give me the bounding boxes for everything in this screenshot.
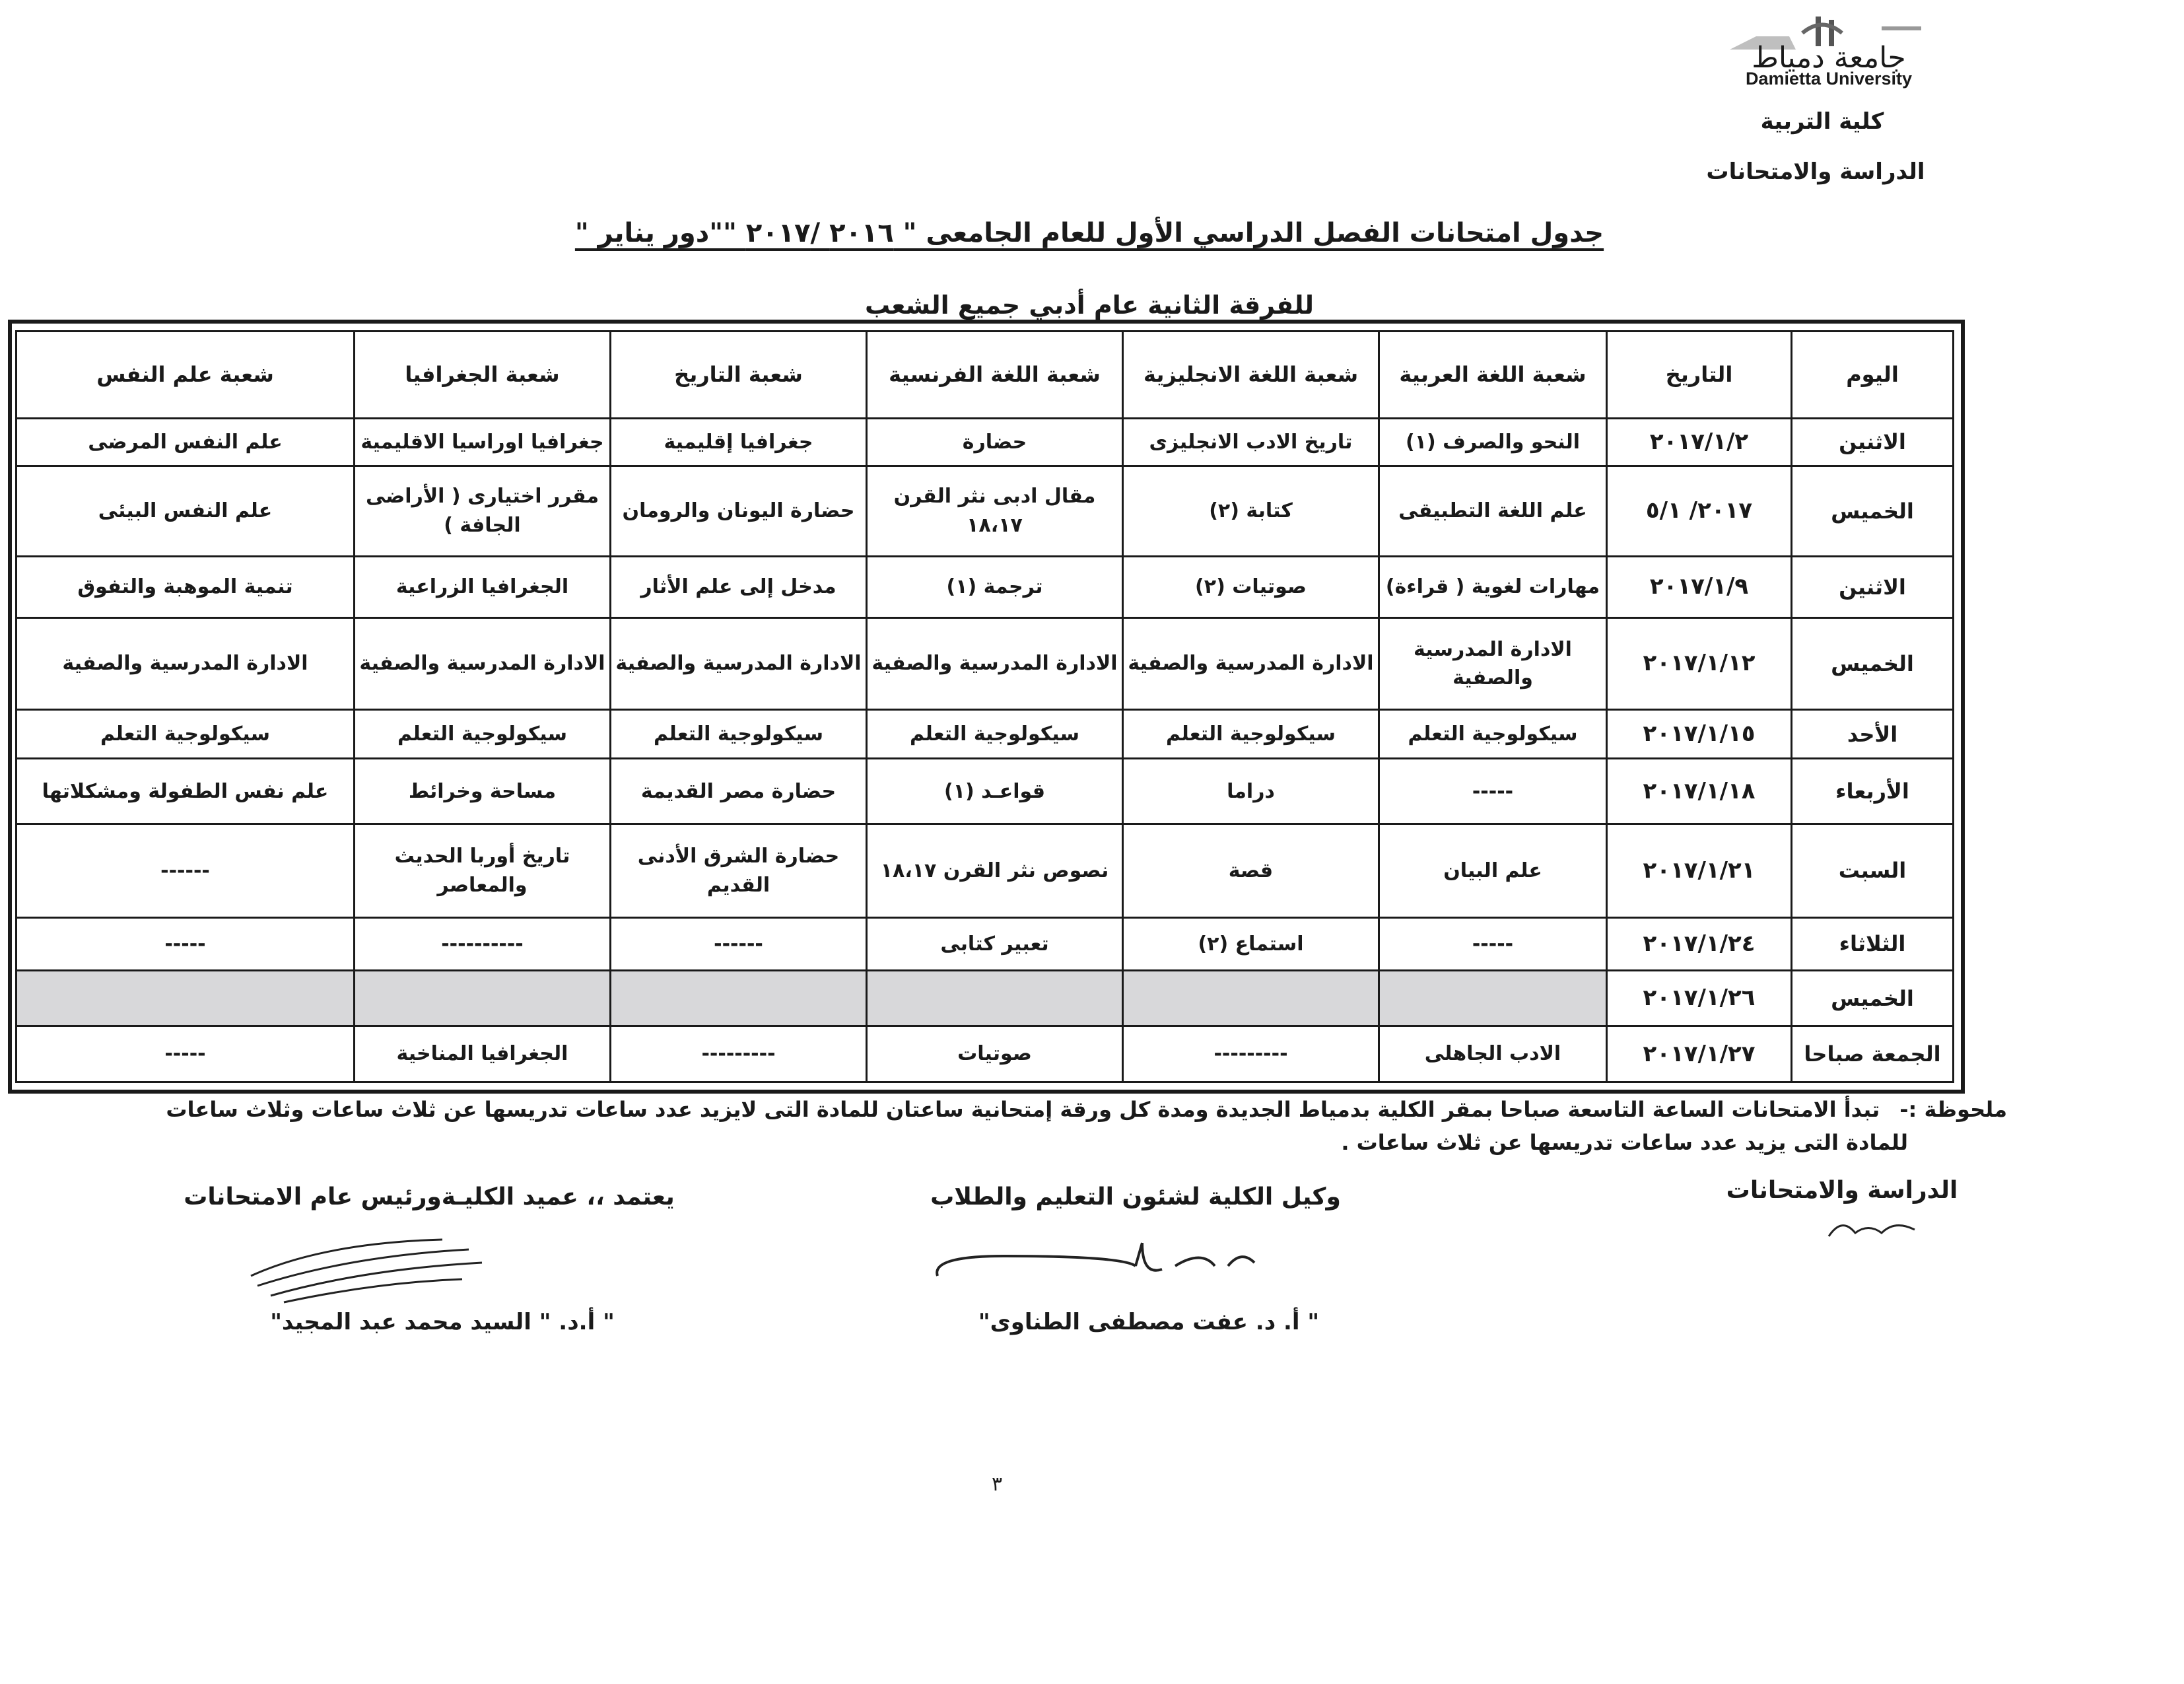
cell-date: ٢٠١٧/١/١٥ <box>1607 710 1792 759</box>
cell-day: الاثنين <box>1792 557 1954 618</box>
header-geography: شعبة الجغرافيا <box>355 332 611 419</box>
header-french: شعبة اللغة الفرنسية <box>867 332 1123 419</box>
cell-history: حضارة الشرق الأدنى القديم <box>611 824 867 917</box>
exam-note <box>26 1094 2007 1159</box>
table-row <box>17 466 1954 556</box>
cell-history: ------ <box>611 917 867 970</box>
dean-approval-title: يعتمد ،، عميد الكليـةورئيس عام الامتحانات <box>184 1183 675 1210</box>
dean-name: " أ.د. " السيد محمد عبد المجيد" <box>270 1309 615 1335</box>
table-row <box>17 759 1954 824</box>
cell-arabic: علم اللغة التطبيقى <box>1379 466 1607 556</box>
dean-signature <box>244 1230 495 1309</box>
cell-history: حضارة مصر القديمة <box>611 759 867 824</box>
cell-psychology: الادارة المدرسية والصفية <box>17 617 355 709</box>
exam-schedule-table <box>15 330 1954 1083</box>
cell-geography: ---------- <box>355 917 611 970</box>
cell-day: الاثنين <box>1792 419 1954 466</box>
cell-psychology: ----- <box>17 1026 355 1082</box>
department-name: الدراسة والامتحانات <box>1706 158 1925 185</box>
cell-date: ٢٠١٧/١/١٨ <box>1607 759 1792 824</box>
cell-history <box>611 971 867 1026</box>
cell-arabic: النحو والصرف (١) <box>1379 419 1607 466</box>
cell-day: الخميس <box>1792 617 1954 709</box>
cell-french: صوتيات <box>867 1026 1123 1082</box>
cell-date: ٢٠١٧/١/٢٧ <box>1607 1026 1792 1082</box>
cell-arabic: علم البيان <box>1379 824 1607 917</box>
cell-psychology: تنمية الموهبة والتفوق <box>17 557 355 618</box>
university-name-english: Damietta University <box>1745 69 1913 88</box>
cell-geography: تاريخ أوربا الحديث والمعاصر <box>355 824 611 917</box>
header-psychology: شعبة علم النفس <box>17 332 355 419</box>
cell-arabic: مهارات لغوية ( قراءة) <box>1379 557 1607 618</box>
header-arabic: شعبة اللغة العربية <box>1379 332 1607 419</box>
cell-day: الأربعاء <box>1792 759 1954 824</box>
header-english: شعبة اللغة الانجليزية <box>1123 332 1379 419</box>
cell-english: صوتيات (٢) <box>1123 557 1379 618</box>
cell-english <box>1123 971 1379 1026</box>
table-row <box>17 824 1954 917</box>
cell-english: سيكولوجية التعلم <box>1123 710 1379 759</box>
cell-date: ٢٠١٧/١/٢ <box>1607 419 1792 466</box>
table-row <box>17 557 1954 618</box>
exam-schedule-table-frame <box>8 320 1965 1094</box>
table-row <box>17 971 1954 1026</box>
cell-arabic: ----- <box>1379 917 1607 970</box>
cell-psychology: علم النفس البيئى <box>17 466 355 556</box>
cell-psychology: علم النفس المرضى <box>17 419 355 466</box>
cell-day: الخميس <box>1792 971 1954 1026</box>
cell-history: سيكولوجية التعلم <box>611 710 867 759</box>
cell-day: الجمعة صباحا <box>1792 1026 1954 1082</box>
cell-history: جغرافيا إقليمية <box>611 419 867 466</box>
cell-english: الادارة المدرسية والصفية <box>1123 617 1379 709</box>
cell-date: ٢٠١٧/١/١٢ <box>1607 617 1792 709</box>
university-name-arabic: جامعة دمياط <box>1752 41 1906 75</box>
cell-psychology: ------ <box>17 824 355 917</box>
cell-english: كتابة (٢) <box>1123 466 1379 556</box>
cell-day: الثلاثاء <box>1792 917 1954 970</box>
document-title: جدول امتحانات الفصل الدراسي الأول للعام الجامعى " ٢٠١٦ /٢٠١٧ ""دور يناير " <box>574 218 1604 248</box>
exams-office-signature <box>1822 1210 1921 1249</box>
note-text-2: للمادة التى يزيد عدد ساعات تدريسها عن ثلاث ساعات . <box>1341 1129 1908 1155</box>
cell-french: نصوص نثر القرن ١٨،١٧ <box>867 824 1123 917</box>
cell-date: ٢٠١٧/١/٢٦ <box>1607 971 1792 1026</box>
table-row <box>17 419 1954 466</box>
cell-geography: مساحة وخرائط <box>355 759 611 824</box>
cell-french: حضارة <box>867 419 1123 466</box>
table-row <box>17 617 1954 709</box>
note-line-1 <box>26 1094 2007 1127</box>
faculty-name: كلية التربية <box>1760 108 1884 135</box>
cell-date: ٢٠١٧/١/٩ <box>1607 557 1792 618</box>
page-number: ٣ <box>991 1473 1003 1496</box>
vice-dean-title: وكيل الكلية لشئون التعليم والطلاب <box>930 1183 1341 1210</box>
cell-french: قواعـد (١) <box>867 759 1123 824</box>
cell-geography: الجغرافيا الزراعية <box>355 557 611 618</box>
header-day: اليوم <box>1792 332 1954 419</box>
cell-day: السبت <box>1792 824 1954 917</box>
note-text-1: تبدأ الامتحانات الساعة التاسعة صباحا بمقر الكلية بدمياط الجديدة ومدة كل ورقة إمتحانية ساعتان للمادة التى لايزيد عدد ساعات تدريسها عن ثلاث ساعات وثلاث ساعات <box>166 1097 1880 1122</box>
cell-history: حضارة اليونان والرومان <box>611 466 867 556</box>
cell-english: --------- <box>1123 1026 1379 1082</box>
cell-geography: جغرافيا اوراسيا الاقليمية <box>355 419 611 466</box>
cell-geography: سيكولوجية التعلم <box>355 710 611 759</box>
cell-geography: مقرر اختيارى ( الأراضى الجافة ) <box>355 466 611 556</box>
cell-history: مدخل إلى علم الأثار <box>611 557 867 618</box>
cell-arabic: الادب الجاهلى <box>1379 1026 1607 1082</box>
cell-history: الادارة المدرسية والصفية <box>611 617 867 709</box>
cell-french: سيكولوجية التعلم <box>867 710 1123 759</box>
cell-date: ٢٠١٧/١/٢٤ <box>1607 917 1792 970</box>
vice-dean-name: " أ. د. عفت مصطفى الطناوى" <box>978 1309 1320 1335</box>
cell-french: الادارة المدرسية والصفية <box>867 617 1123 709</box>
document-subtitle: للفرقة الثانية عام أدبي جميع الشعب <box>864 291 1314 320</box>
cell-french <box>867 971 1123 1026</box>
cell-psychology: علم نفس الطفولة ومشكلاتها <box>17 759 355 824</box>
cell-arabic: ----- <box>1379 759 1607 824</box>
header-history: شعبة التاريخ <box>611 332 867 419</box>
cell-english: تاريخ الادب الانجليزى <box>1123 419 1379 466</box>
cell-french: ترجمة (١) <box>867 557 1123 618</box>
cell-arabic <box>1379 971 1607 1026</box>
table-row <box>17 1026 1954 1082</box>
cell-english: استماع (٢) <box>1123 917 1379 970</box>
vice-dean-signature <box>924 1230 1294 1302</box>
cell-date: ٢٠١٧/ ٥/١ <box>1607 466 1792 556</box>
cell-psychology: ----- <box>17 917 355 970</box>
cell-english: دراما <box>1123 759 1379 824</box>
cell-french: مقال ادبى نثر القرن ١٨،١٧ <box>867 466 1123 556</box>
cell-psychology: سيكولوجية التعلم <box>17 710 355 759</box>
exams-office-title: الدراسة والامتحانات <box>1726 1177 1958 1204</box>
cell-day: الأحد <box>1792 710 1954 759</box>
cell-geography: الادارة المدرسية والصفية <box>355 617 611 709</box>
cell-arabic: سيكولوجية التعلم <box>1379 710 1607 759</box>
cell-english: قصة <box>1123 824 1379 917</box>
note-line-2 <box>26 1127 2007 1160</box>
table-row <box>17 917 1954 970</box>
cell-geography: الجغرافيا المناخية <box>355 1026 611 1082</box>
header-row <box>17 332 1954 419</box>
cell-history: --------- <box>611 1026 867 1082</box>
cell-date: ٢٠١٧/١/٢١ <box>1607 824 1792 917</box>
cell-geography <box>355 971 611 1026</box>
cell-psychology <box>17 971 355 1026</box>
table-row <box>17 710 1954 759</box>
note-label: ملحوظة :- <box>1899 1097 2007 1122</box>
cell-french: تعبير كتابى <box>867 917 1123 970</box>
cell-day: الخميس <box>1792 466 1954 556</box>
cell-arabic: الادارة المدرسية والصفية <box>1379 617 1607 709</box>
header-date: التاريخ <box>1607 332 1792 419</box>
